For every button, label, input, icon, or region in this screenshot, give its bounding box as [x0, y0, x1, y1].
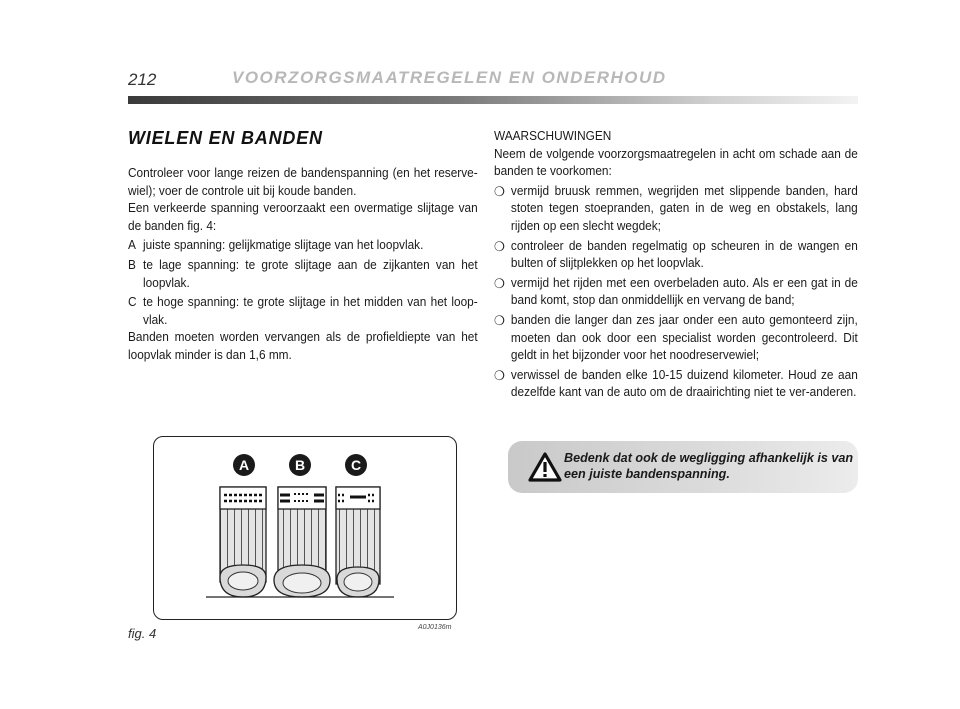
figure-caption: fig. 4	[128, 626, 157, 641]
figure-label-b: B	[294, 457, 306, 473]
header-rule	[128, 96, 858, 104]
tyre-illustration	[154, 437, 456, 619]
section-title: WIELEN EN BANDEN	[128, 128, 323, 148]
closing-paragraph: Banden moeten worden vervangen als de profieldiepte van het loopvlak minder is dan 1,6 mm.	[128, 330, 478, 362]
list-letter: A	[128, 238, 136, 253]
tyre-b	[274, 487, 330, 597]
tyre-a	[220, 487, 266, 597]
bullet-text: banden die langer dan zes jaar onder een auto gemonteerd zijn, moeten dan ook door een specialist worden gecontroleerd. Dit geldt in het bijzonder voor het noodreservewiel;	[510, 312, 858, 363]
bullet-text: vermijd het rijden met een overbeladen auto. Als er een gat in de band komt, stop dan onmiddellijk en vervang de band;	[510, 275, 858, 308]
bullet-item	[494, 367, 858, 402]
bullet-text: vermijd bruusk remmen, wegrijden met slippende banden, hard stoten tegen stoepranden, gaten in de weg en obstakels, lang rijden op een slecht wegdek;	[510, 183, 858, 233]
figure-code: A0J0136m	[418, 624, 452, 631]
list-letter: C	[128, 295, 137, 310]
running-title: VOORZORGSMAATREGELEN EN ONDERHOUD	[232, 68, 667, 87]
bullet-item	[494, 312, 858, 365]
bullet-item	[494, 183, 858, 236]
list-item-a	[128, 237, 478, 255]
bullet-circle-icon: ❍	[494, 183, 505, 199]
bullet-circle-icon: ❍	[494, 238, 505, 254]
bullet-circle-icon: ❍	[494, 312, 505, 328]
warning-box	[508, 441, 858, 493]
list-text: juiste spanning: gelijkmatige slijtage van het loopvlak.	[143, 238, 424, 253]
list-letter: B	[128, 257, 136, 272]
bullet-text: verwissel de banden elke 10-15 duizend kilometer. Houd ze aan dezelfde kant van de auto om de draairichting niet te ver-anderen.	[510, 367, 858, 400]
list-text: te hoge spanning: te grote slijtage in het midden van het loop-vlak.	[143, 295, 478, 327]
bullet-text: controleer de banden regelmatig op scheuren in de wangen en bulten of slijtplekken op het loopvlak.	[510, 238, 858, 271]
figure-label-c: C	[350, 457, 362, 473]
left-column	[128, 128, 478, 365]
list-text: te lage spanning: te grote slijtage aan de zijkanten van het loopvlak.	[143, 257, 478, 290]
warnings-heading: WAARSCHUWINGEN	[494, 129, 612, 143]
tyre-c	[336, 487, 380, 597]
intro-paragraph-1: Controleer voor lange reizen de bandenspanning (en het reserve-wiel); voer de controle uit bij koude banden.	[128, 166, 478, 198]
right-column	[494, 128, 858, 402]
tyre-wear-figure	[153, 436, 457, 620]
bullet-circle-icon: ❍	[494, 367, 505, 383]
warning-triangle-icon	[528, 451, 562, 483]
bullet-item	[494, 238, 858, 273]
warnings-intro: Neem de volgende voorzorgsmaatregelen in acht om schade aan de banden te voorkomen:	[494, 146, 858, 179]
bullet-circle-icon: ❍	[494, 275, 505, 291]
list-item-b	[128, 257, 478, 292]
bullet-item	[494, 275, 858, 310]
warning-text: Bedenk dat ook de wegligging afhankelijk is van een juiste bandenspanning.	[564, 451, 854, 481]
figure-label-a: A	[238, 457, 250, 473]
intro-paragraph-2: Een verkeerde spanning veroorzaakt een overmatige slijtage van de banden fig. 4:	[128, 201, 478, 233]
page-number: 212	[128, 70, 157, 89]
list-item-c	[128, 294, 478, 329]
